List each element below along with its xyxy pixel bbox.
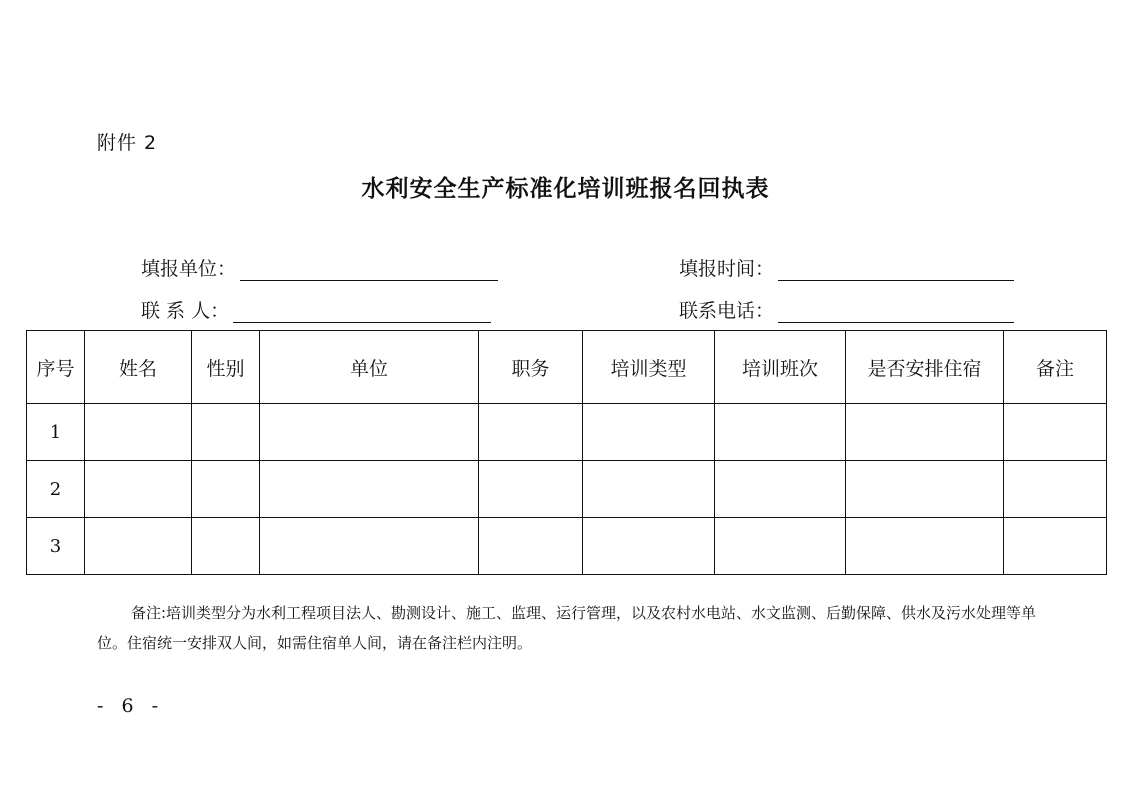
remarks-cell[interactable]: [1004, 404, 1107, 461]
training-type-cell[interactable]: [583, 404, 715, 461]
reporting-time-label: 填报时间：: [679, 258, 775, 280]
contact-person-field: [141, 297, 491, 323]
accommodation-cell[interactable]: [846, 518, 1004, 575]
table-row: [27, 518, 1107, 575]
column-header: 职务: [479, 331, 583, 404]
reporting-unit-blank[interactable]: [240, 260, 498, 281]
unit-cell[interactable]: [260, 461, 479, 518]
gender-cell[interactable]: [192, 518, 260, 575]
registration-table: [26, 330, 1107, 575]
position-cell[interactable]: [479, 518, 583, 575]
column-header: 序号: [27, 331, 85, 404]
name-cell[interactable]: [85, 461, 192, 518]
column-header: 姓名: [85, 331, 192, 404]
training-session-cell[interactable]: [715, 461, 846, 518]
contact-person-label: 联 系 人：: [141, 300, 230, 322]
row-number: 2: [27, 461, 85, 518]
reporting-unit-label: 填报单位：: [141, 258, 237, 280]
accommodation-cell[interactable]: [846, 461, 1004, 518]
name-cell[interactable]: [85, 404, 192, 461]
page-number: - 6 -: [97, 695, 165, 717]
column-header: 是否安排住宿: [846, 331, 1004, 404]
remarks-note: 备注:培训类型分为水利工程项目法人、勘测设计、施工、监理、运行管理，以及农村水电站、水文监测、后勤保障、供水及污水处理等单位。住宿统一安排双人间，如需住宿单人间，请在备注栏内注明。: [97, 604, 1037, 652]
reporting-time-field: [679, 255, 1014, 281]
training-type-cell[interactable]: [583, 518, 715, 575]
reporting-time-blank[interactable]: [778, 260, 1014, 281]
table-header-row: [27, 331, 1107, 404]
gender-cell[interactable]: [192, 404, 260, 461]
gender-cell[interactable]: [192, 461, 260, 518]
form-title: 水利安全生产标准化培训班报名回执表: [361, 176, 770, 202]
column-header: 性别: [192, 331, 260, 404]
reporting-unit-field: [141, 255, 498, 281]
remarks-cell[interactable]: [1004, 518, 1107, 575]
row-number: 3: [27, 518, 85, 575]
contact-phone-label: 联系电话：: [679, 300, 775, 322]
table-row: [27, 404, 1107, 461]
column-header: 备注: [1004, 331, 1107, 404]
training-type-cell[interactable]: [583, 461, 715, 518]
accommodation-cell[interactable]: [846, 404, 1004, 461]
contact-person-blank[interactable]: [233, 302, 491, 323]
name-cell[interactable]: [85, 518, 192, 575]
column-header: 单位: [260, 331, 479, 404]
row-number: 1: [27, 404, 85, 461]
contact-phone-field: [679, 297, 1014, 323]
attachment-label: 附件 2: [97, 132, 158, 154]
training-session-cell[interactable]: [715, 404, 846, 461]
remarks-cell[interactable]: [1004, 461, 1107, 518]
column-header: 培训类型: [583, 331, 715, 404]
unit-cell[interactable]: [260, 518, 479, 575]
position-cell[interactable]: [479, 461, 583, 518]
table-row: [27, 461, 1107, 518]
contact-phone-blank[interactable]: [778, 302, 1014, 323]
unit-cell[interactable]: [260, 404, 479, 461]
column-header: 培训班次: [715, 331, 846, 404]
training-session-cell[interactable]: [715, 518, 846, 575]
position-cell[interactable]: [479, 404, 583, 461]
